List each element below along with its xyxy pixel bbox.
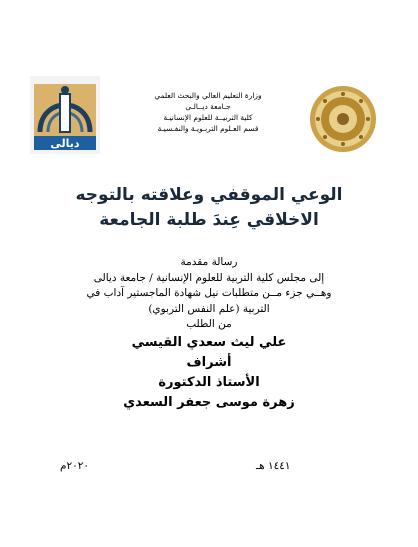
supervisor-title: الأستاذ الدكتورة — [158, 374, 260, 390]
supervision-label: أشراف — [186, 354, 232, 370]
from-student-line: من الطلب — [186, 318, 232, 330]
department-line: قسم العـلوم التربـويـة والنفـسيـة — [157, 124, 259, 133]
specialization-line: التربية (علم النفس التربوي) — [148, 302, 270, 315]
thesis-body — [30, 255, 388, 413]
title-line-1: الوعي الموقفي وعلاقته بالتوجه — [75, 185, 343, 205]
institution-header — [120, 90, 296, 134]
supervisor-name: زهرة موسى جعفر السعدي — [123, 394, 295, 410]
university-logo — [30, 76, 100, 154]
submission-line: رسالة مقدمة — [180, 256, 238, 268]
title-line-2: الاخلاقي عِندَ طلبة الجامعة — [99, 210, 319, 230]
college-line: كلية التربيــة للعلوم الإنسانيـة — [163, 113, 253, 122]
college-emblem — [309, 85, 377, 153]
university-line: جـامعة ديــالـى — [185, 102, 231, 111]
student-name: علي ليث سعدي القيسي — [131, 334, 287, 350]
requirement-line: وهــي جزء مــن متطلبات نيل شهادة الماجستير آداب في — [86, 287, 332, 299]
ministry-line: وزارة التعليم العالي والبحث العلمي — [154, 91, 262, 100]
thesis-title — [60, 183, 358, 233]
svg-text:ديالى: ديالى — [50, 137, 80, 150]
council-line: إلى مجلس كلية التربية للعلوم الإنسانية / جامعة ديالى — [93, 271, 325, 284]
gregorian-date: ٢٠٢٠م — [60, 460, 90, 472]
hijri-date: ١٤٤١ هـ — [256, 460, 291, 472]
